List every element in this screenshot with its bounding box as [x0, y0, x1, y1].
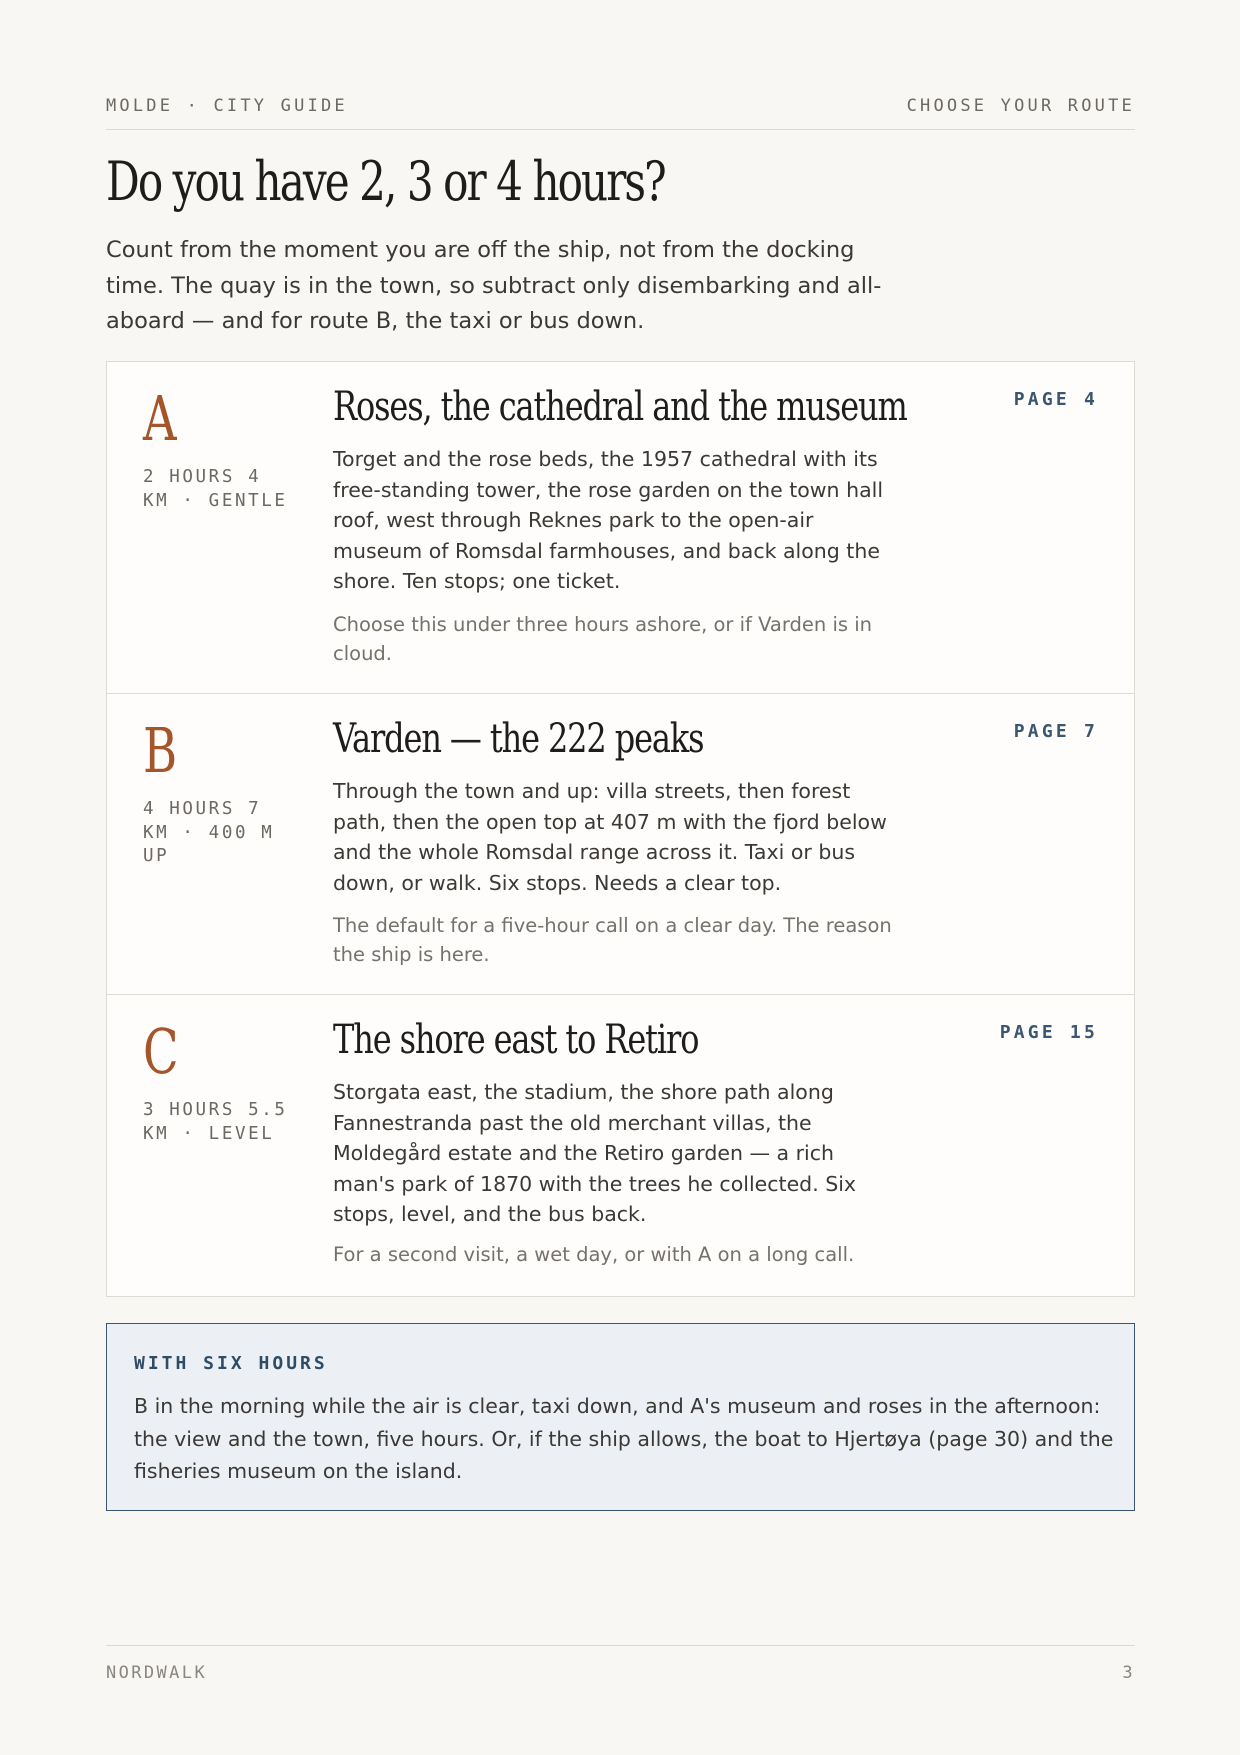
- callout-label: WITH SIX HOURS: [134, 1353, 328, 1374]
- section-label: MOLDE · CITY GUIDE: [106, 96, 348, 116]
- route-letter: A: [143, 382, 177, 455]
- route-card-c: [107, 994, 1134, 1296]
- route-list: [106, 361, 1135, 1297]
- route-duration-distance: 2 HOURS 4 KM · GENTLE: [143, 467, 288, 511]
- route-page-reference: PAGE 15: [999, 1022, 1098, 1043]
- route-card-b: [107, 693, 1134, 994]
- route-duration-distance: 4 HOURS 7 KM · 400 M UP: [143, 799, 275, 866]
- route-recommendation: For a second visit, a wet day, or with A on a long call.: [333, 1243, 855, 1266]
- route-title: Roses, the cathedral and the museum: [333, 384, 907, 430]
- callout-text: B in the morning while the air is clear, taxi down, and A's museum and roses in the afternoon: the view and the town, five hours. Or, if the ship allows, the boat to Hjertøya (page 30) and the fisheries museum on the island.: [134, 1394, 1114, 1483]
- route-duration-distance: 3 HOURS 5.5 KM · LEVEL: [143, 1100, 288, 1144]
- page-footer: [106, 1663, 1135, 1683]
- route-title: Varden — the 222 peaks: [333, 716, 704, 762]
- route-title: The shore east to Retiro: [333, 1017, 699, 1063]
- route-description: Torget and the rose beds, the 1957 cathedral with its free-standing tower, the rose garden on the town hall roof, west through Reknes park to the open-air museum of Romsdal farmhouses, and back along the shore. Ten stops; one ticket.: [333, 447, 884, 593]
- footer-divider: [106, 1645, 1135, 1646]
- intro-paragraph: Count from the moment you are off the ship, not from the docking time. The quay is in the town, so subtract only disembarking and all-aboard — and for route B, the taxi or bus down.: [106, 237, 882, 334]
- running-head: [106, 96, 1135, 116]
- publisher-name: NORDWALK: [106, 1663, 208, 1683]
- route-recommendation: Choose this under three hours ashore, or if Varden is in cloud.: [333, 613, 873, 665]
- route-page-reference: PAGE 7: [1013, 721, 1098, 742]
- route-description: Through the town and up: villa streets, then forest path, then the open top at 407 m with the fjord below and the whole Romsdal range across it. Taxi or bus down, or walk. Six stops. Needs a clear top.: [333, 779, 887, 895]
- route-letter: C: [143, 1015, 179, 1088]
- page-number: 3: [1122, 1663, 1135, 1683]
- route-card-a: [107, 362, 1134, 693]
- chapter-label: CHOOSE YOUR ROUTE: [906, 96, 1135, 116]
- header-divider: [106, 129, 1135, 130]
- guide-page: [106, 0, 1135, 1755]
- route-letter: B: [143, 714, 178, 787]
- route-description: Storgata east, the stadium, the shore path along Fannestranda past the old merchant villas, the Moldegård estate and the Retiro garden — a rich man's park of 1870 with the trees he collected. Six stops, level, and the bus back.: [333, 1080, 857, 1226]
- route-page-reference: PAGE 4: [1013, 389, 1098, 410]
- page-title: Do you have 2, 3 or 4 hours?: [106, 150, 665, 213]
- route-recommendation: The default for a five-hour call on a clear day. The reason the ship is here.: [333, 914, 892, 966]
- six-hours-callout: [106, 1323, 1135, 1511]
